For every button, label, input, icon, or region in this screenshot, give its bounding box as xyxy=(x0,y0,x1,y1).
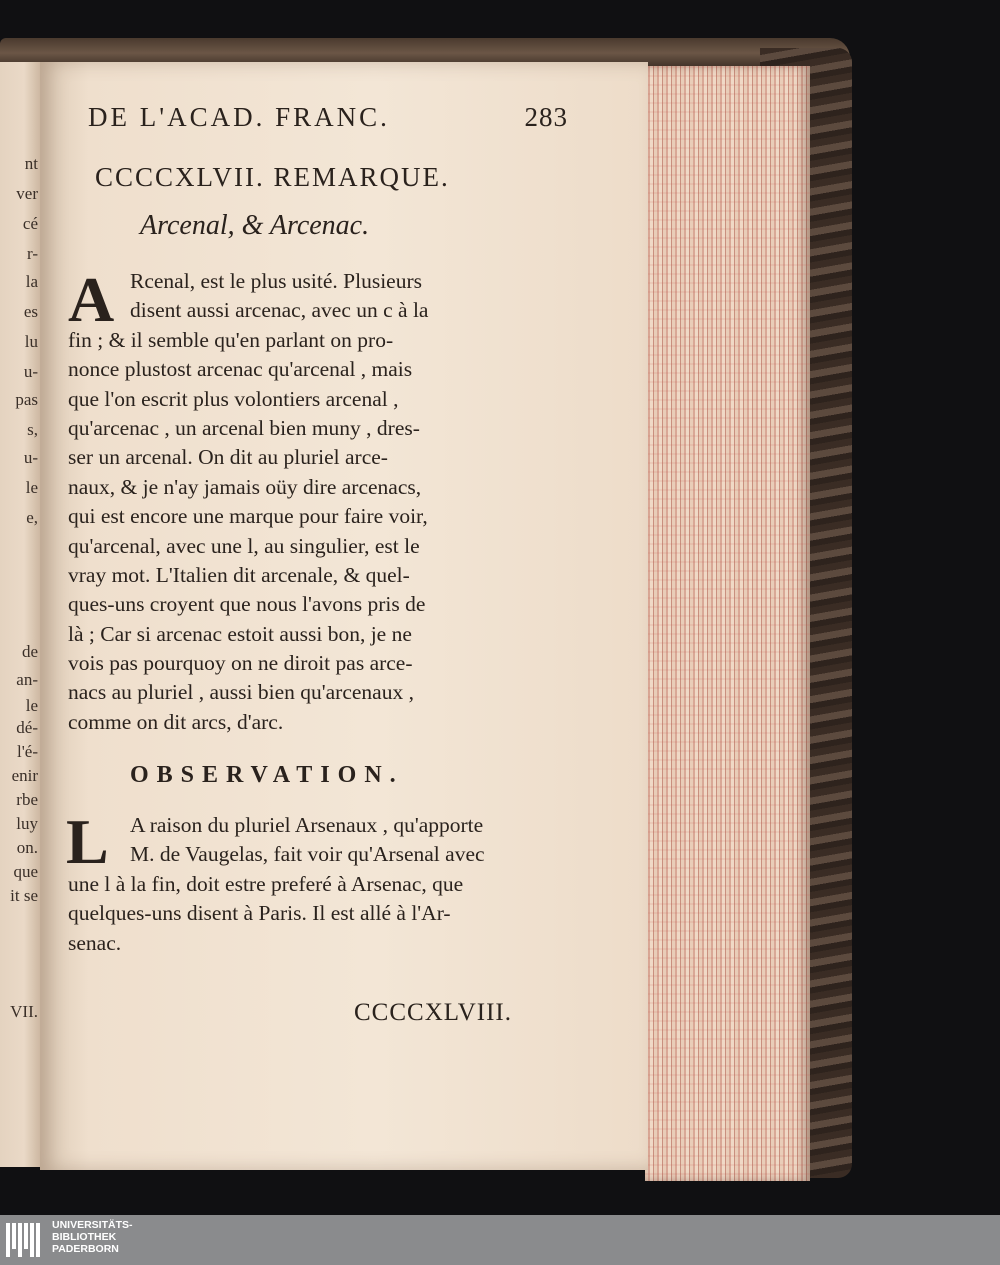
library-name-line: BIBLIOTHEK xyxy=(52,1231,117,1243)
obs-drop-cap: L xyxy=(66,806,109,877)
library-name-line: PADERBORN xyxy=(52,1243,119,1255)
text-line: qui est encore une marque pour faire voir, xyxy=(68,504,428,529)
left-facing-page xyxy=(0,62,40,1167)
entry-title: Arcenal, & Arcenac. xyxy=(140,210,370,241)
library-name-line: UNIVERSITÄTS- xyxy=(52,1219,133,1231)
left-page-fragment: dé- xyxy=(16,718,38,737)
left-page-fragment: es xyxy=(23,302,38,321)
left-page-fragment: le xyxy=(25,478,38,497)
left-page-fragment: lu xyxy=(24,332,38,351)
text-line: qu'arcenal, avec une l, au singulier, est le xyxy=(68,533,420,558)
text-line: naux, & je n'ay jamais oüy dire arcenacs, xyxy=(68,474,422,499)
left-page-fragment: luy xyxy=(16,814,38,833)
running-head xyxy=(88,102,568,133)
remark-body xyxy=(68,264,522,737)
text-line: qu'arcenac , un arcenal bien muny , dres- xyxy=(68,415,420,440)
library-logo-icon xyxy=(6,1223,44,1257)
left-page-fragment: r- xyxy=(27,244,38,263)
left-page-fragment: enir xyxy=(11,766,38,785)
observation-body xyxy=(66,806,528,958)
text-line: ser un arcenal. On dit au pluriel arce- xyxy=(68,445,388,470)
left-page-fragment: de xyxy=(21,642,38,661)
left-page-fragment: it se xyxy=(10,886,38,905)
left-page-fragment: que xyxy=(13,862,38,881)
left-page-fragment: rbe xyxy=(16,790,38,809)
left-page-fragment: VII. xyxy=(10,1002,38,1021)
library-name xyxy=(52,1219,133,1255)
left-page-fragment: e, xyxy=(26,508,38,527)
text-line: nacs au pluriel , aussi bien qu'arcenaux , xyxy=(68,680,414,705)
left-page-fragment: ver xyxy=(16,184,38,203)
left-page-fragment: on. xyxy=(16,838,38,857)
left-page-fragment: nt xyxy=(24,154,38,173)
left-page-fragment: la xyxy=(25,272,38,291)
catchword: CCCCXLVIII. xyxy=(354,999,513,1026)
text-line: Rcenal, est le plus usité. Plusieurs xyxy=(130,269,423,293)
left-page-fragment: u- xyxy=(23,362,38,381)
text-line: quelques-uns disent à Paris. Il est allé à l'Ar- xyxy=(68,901,451,926)
text-line: que l'on escrit plus volontiers arcenal , xyxy=(68,386,399,411)
text-line: comme on dit arcs, d'arc. xyxy=(68,709,284,734)
page-number: 283 xyxy=(524,102,568,132)
running-head-text: DE L'ACAD. FRANC. xyxy=(88,102,390,132)
remark-heading: CCCCXLVII. REMARQUE. xyxy=(95,162,450,192)
drop-cap: A xyxy=(68,264,115,335)
text-line: nonce plustost arcenac qu'arcenal , mais xyxy=(68,357,413,382)
left-page-fragment: le xyxy=(25,696,38,715)
text-line: vois pas pourquoy on ne diroit pas arce- xyxy=(68,651,413,676)
left-page-fragment: cé xyxy=(22,214,38,233)
text-line: fin ; & il semble qu'en parlant on pro- xyxy=(68,327,394,352)
left-page-fragment: s, xyxy=(27,420,38,439)
text-line: M. de Vaugelas, fait voir qu'Arsenal avec xyxy=(130,842,485,867)
page-block-edges xyxy=(645,66,810,1181)
text-line: ques-uns croyent que nous l'avons pris de xyxy=(68,592,426,617)
text-line: disent aussi arcenac, avec un c à la xyxy=(130,298,429,323)
text-line: une l à la fin, doit estre preferé à Arsenac, que xyxy=(68,871,464,896)
book-page xyxy=(40,62,648,1170)
footer-bar xyxy=(0,1215,1000,1265)
left-page-fragment: an- xyxy=(16,670,38,689)
text-line: senac. xyxy=(68,930,122,955)
left-page-fragment: l'é- xyxy=(17,742,38,761)
left-page-fragment: u- xyxy=(23,448,38,467)
text-line: A raison du pluriel Arsenaux , qu'apporte xyxy=(130,813,484,837)
text-line: vray mot. L'Italien dit arcenale, & quel- xyxy=(68,562,410,587)
observation-heading: OBSERVATION. xyxy=(130,762,404,788)
left-page-fragment: pas xyxy=(15,390,38,409)
text-line: là ; Car si arcenac estoit aussi bon, je ne xyxy=(68,621,412,646)
